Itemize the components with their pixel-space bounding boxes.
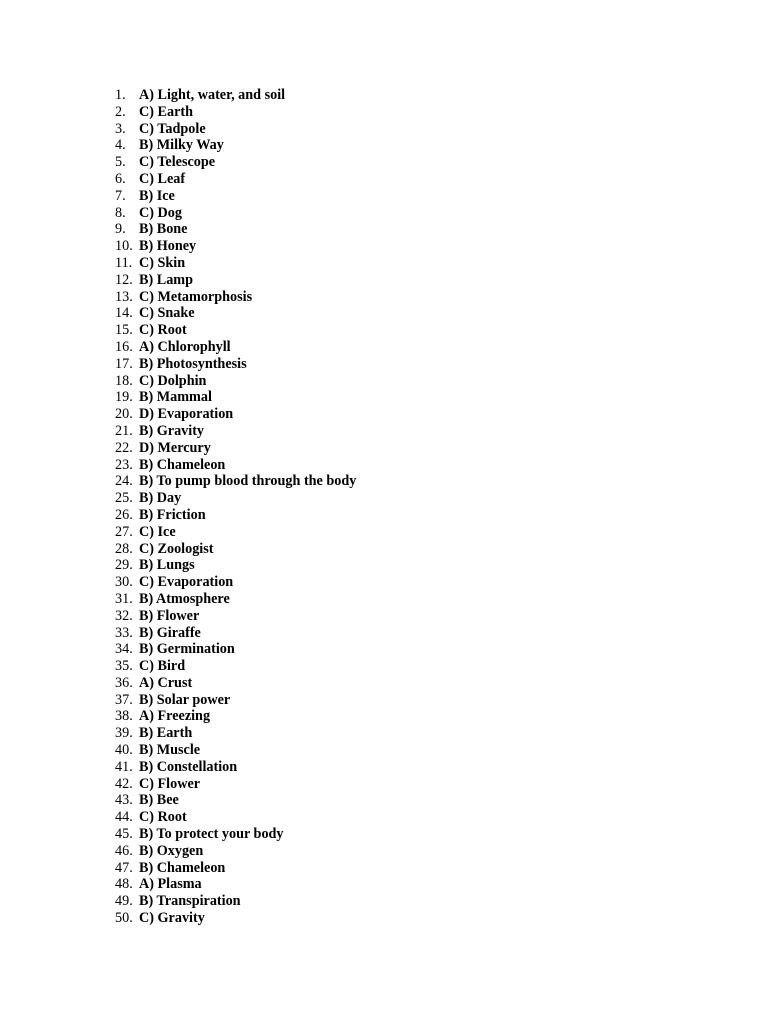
answer-text: B) Lamp: [139, 271, 193, 288]
answer-item: [115, 524, 356, 541]
answer-item: [115, 373, 356, 390]
answer-text: C) Snake: [139, 305, 195, 322]
answer-item: [115, 238, 356, 255]
answer-item: [115, 205, 356, 222]
answer-item: [115, 473, 356, 490]
answer-item: [115, 154, 356, 171]
answer-text: A) Chlorophyll: [139, 338, 231, 355]
answer-text: D) Evaporation: [139, 406, 234, 423]
answer-number: 32.: [115, 607, 133, 624]
answer-number: 11.: [115, 254, 133, 271]
answer-item: [115, 272, 356, 289]
answer-number: 33.: [115, 624, 133, 641]
answer-key-list: [115, 87, 356, 927]
answer-text: B) To pump blood through the body: [139, 473, 357, 490]
answer-item: [115, 322, 356, 339]
answer-text: B) Day: [139, 490, 182, 507]
answer-text: A) Light, water, and soil: [139, 87, 286, 103]
answer-number: 29.: [115, 557, 133, 574]
answer-text: C) Evaporation: [139, 574, 234, 591]
answer-number: 45.: [115, 826, 133, 843]
answer-number: 5.: [115, 154, 126, 171]
answer-number: 24.: [115, 473, 133, 490]
answer-number: 37.: [115, 691, 133, 708]
answer-number: 47.: [115, 859, 133, 876]
answer-text: B) Bee: [139, 792, 179, 809]
answer-item: [115, 104, 356, 121]
answer-text: C) Root: [139, 809, 187, 826]
answer-item: [115, 339, 356, 356]
answer-text: C) Earth: [139, 103, 193, 120]
answer-number: 19.: [115, 389, 133, 406]
answer-item: [115, 457, 356, 474]
answer-item: [115, 389, 356, 406]
answer-item: [115, 843, 356, 860]
answer-number: 14.: [115, 305, 133, 322]
answer-item: [115, 910, 356, 927]
answer-item: [115, 557, 356, 574]
answer-number: 41.: [115, 758, 133, 775]
answer-text: D) Mercury: [139, 439, 211, 456]
answer-text: C) Gravity: [139, 910, 205, 927]
answer-item: [115, 625, 356, 642]
answer-item: [115, 423, 356, 440]
answer-item: [115, 507, 356, 524]
answer-item: [115, 792, 356, 809]
answer-item: [115, 708, 356, 725]
answer-item: [115, 658, 356, 675]
answer-text: B) Oxygen: [139, 842, 204, 859]
answer-item: [115, 759, 356, 776]
answer-item: [115, 809, 356, 826]
answer-number: 7.: [115, 187, 126, 204]
answer-number: 43.: [115, 792, 133, 809]
answer-number: 27.: [115, 523, 133, 540]
answer-number: 38.: [115, 708, 133, 725]
answer-number: 18.: [115, 372, 133, 389]
answer-item: [115, 289, 356, 306]
answer-text: B) Mammal: [139, 389, 212, 406]
answer-item: [115, 725, 356, 742]
answer-number: 31.: [115, 590, 133, 607]
answer-text: C) Tadpole: [139, 120, 206, 137]
answer-text: C) Flower: [139, 775, 201, 792]
answer-number: 13.: [115, 288, 133, 305]
answer-text: B) To protect your body: [139, 826, 284, 843]
answer-text: C) Bird: [139, 658, 186, 675]
answer-number: 21.: [115, 422, 133, 439]
answer-number: 9.: [115, 221, 126, 238]
answer-number: 3.: [115, 120, 126, 137]
answer-text: B) Solar power: [139, 691, 231, 708]
answer-text: B) Germination: [139, 641, 235, 658]
answer-number: 2.: [115, 103, 126, 120]
answer-item: [115, 641, 356, 658]
answer-number: 23.: [115, 456, 133, 473]
answer-text: C) Telescope: [139, 154, 216, 171]
answer-item: [115, 692, 356, 709]
answer-item: [115, 255, 356, 272]
answer-item: [115, 608, 356, 625]
answer-item: [115, 876, 356, 893]
answer-text: B) Muscle: [139, 742, 201, 759]
answer-number: 20.: [115, 406, 133, 423]
answer-item: [115, 742, 356, 759]
answer-number: 40.: [115, 742, 133, 759]
answer-text: A) Crust: [139, 674, 193, 691]
answer-item: [115, 356, 356, 373]
answer-text: C) Metamorphosis: [139, 288, 253, 305]
answer-number: 1.: [115, 87, 126, 103]
answer-number: 35.: [115, 658, 133, 675]
answer-text: B) Constellation: [139, 758, 238, 775]
answer-number: 30.: [115, 574, 133, 591]
answer-number: 28.: [115, 540, 133, 557]
answer-text: B) Ice: [139, 187, 175, 204]
answer-number: 4.: [115, 137, 126, 154]
answer-item: [115, 137, 356, 154]
answer-text: B) Transpiration: [139, 893, 241, 910]
answer-text: B) Chameleon: [139, 859, 226, 876]
answer-text: B) Gravity: [139, 422, 205, 439]
answer-text: B) Honey: [139, 238, 197, 255]
answer-item: [115, 591, 356, 608]
answer-item: [115, 305, 356, 322]
answer-number: 48.: [115, 876, 133, 893]
answer-number: 25.: [115, 490, 133, 507]
answer-text: C) Zoologist: [139, 540, 214, 557]
answer-item: [115, 574, 356, 591]
answer-number: 6.: [115, 170, 126, 187]
answer-number: 17.: [115, 355, 133, 372]
answer-number: 26.: [115, 506, 133, 523]
answer-text: C) Ice: [139, 523, 176, 540]
answer-text: B) Flower: [139, 607, 200, 624]
answer-text: C) Dolphin: [139, 372, 207, 389]
answer-number: 36.: [115, 674, 133, 691]
answer-number: 12.: [115, 271, 133, 288]
answer-number: 22.: [115, 439, 133, 456]
answer-text: B) Atmosphere: [139, 590, 230, 607]
answer-text: B) Chameleon: [139, 456, 226, 473]
answer-number: 8.: [115, 204, 126, 221]
answer-text: C) Leaf: [139, 170, 186, 187]
answer-item: [115, 675, 356, 692]
answer-item: [115, 221, 356, 238]
answer-text: A) Freezing: [139, 708, 211, 725]
answer-item: [115, 188, 356, 205]
answer-text: A) Plasma: [139, 876, 202, 893]
answer-number: 16.: [115, 338, 133, 355]
answer-item: [115, 490, 356, 507]
answer-item: [115, 87, 356, 104]
answer-number: 50.: [115, 910, 133, 927]
answer-number: 42.: [115, 775, 133, 792]
answer-number: 44.: [115, 809, 133, 826]
answer-number: 49.: [115, 893, 133, 910]
answer-text: B) Earth: [139, 725, 193, 742]
answer-item: [115, 893, 356, 910]
answer-text: B) Giraffe: [139, 624, 201, 641]
answer-text: C) Root: [139, 322, 187, 339]
answer-text: B) Photosynthesis: [139, 355, 247, 372]
answer-text: B) Lungs: [139, 557, 195, 574]
answer-item: [115, 171, 356, 188]
answer-number: 15.: [115, 322, 133, 339]
answer-text: B) Bone: [139, 221, 188, 238]
answer-item: [115, 406, 356, 423]
answer-number: 10.: [115, 238, 133, 255]
answer-text: C) Dog: [139, 204, 182, 221]
answer-item: [115, 826, 356, 843]
answer-text: C) Skin: [139, 254, 186, 271]
answer-item: [115, 776, 356, 793]
answer-item: [115, 121, 356, 138]
answer-text: B) Friction: [139, 506, 206, 523]
answer-item: [115, 860, 356, 877]
answer-number: 46.: [115, 842, 133, 859]
answer-number: 34.: [115, 641, 133, 658]
answer-text: B) Milky Way: [139, 137, 224, 154]
answer-item: [115, 440, 356, 457]
answer-item: [115, 541, 356, 558]
answer-number: 39.: [115, 725, 133, 742]
